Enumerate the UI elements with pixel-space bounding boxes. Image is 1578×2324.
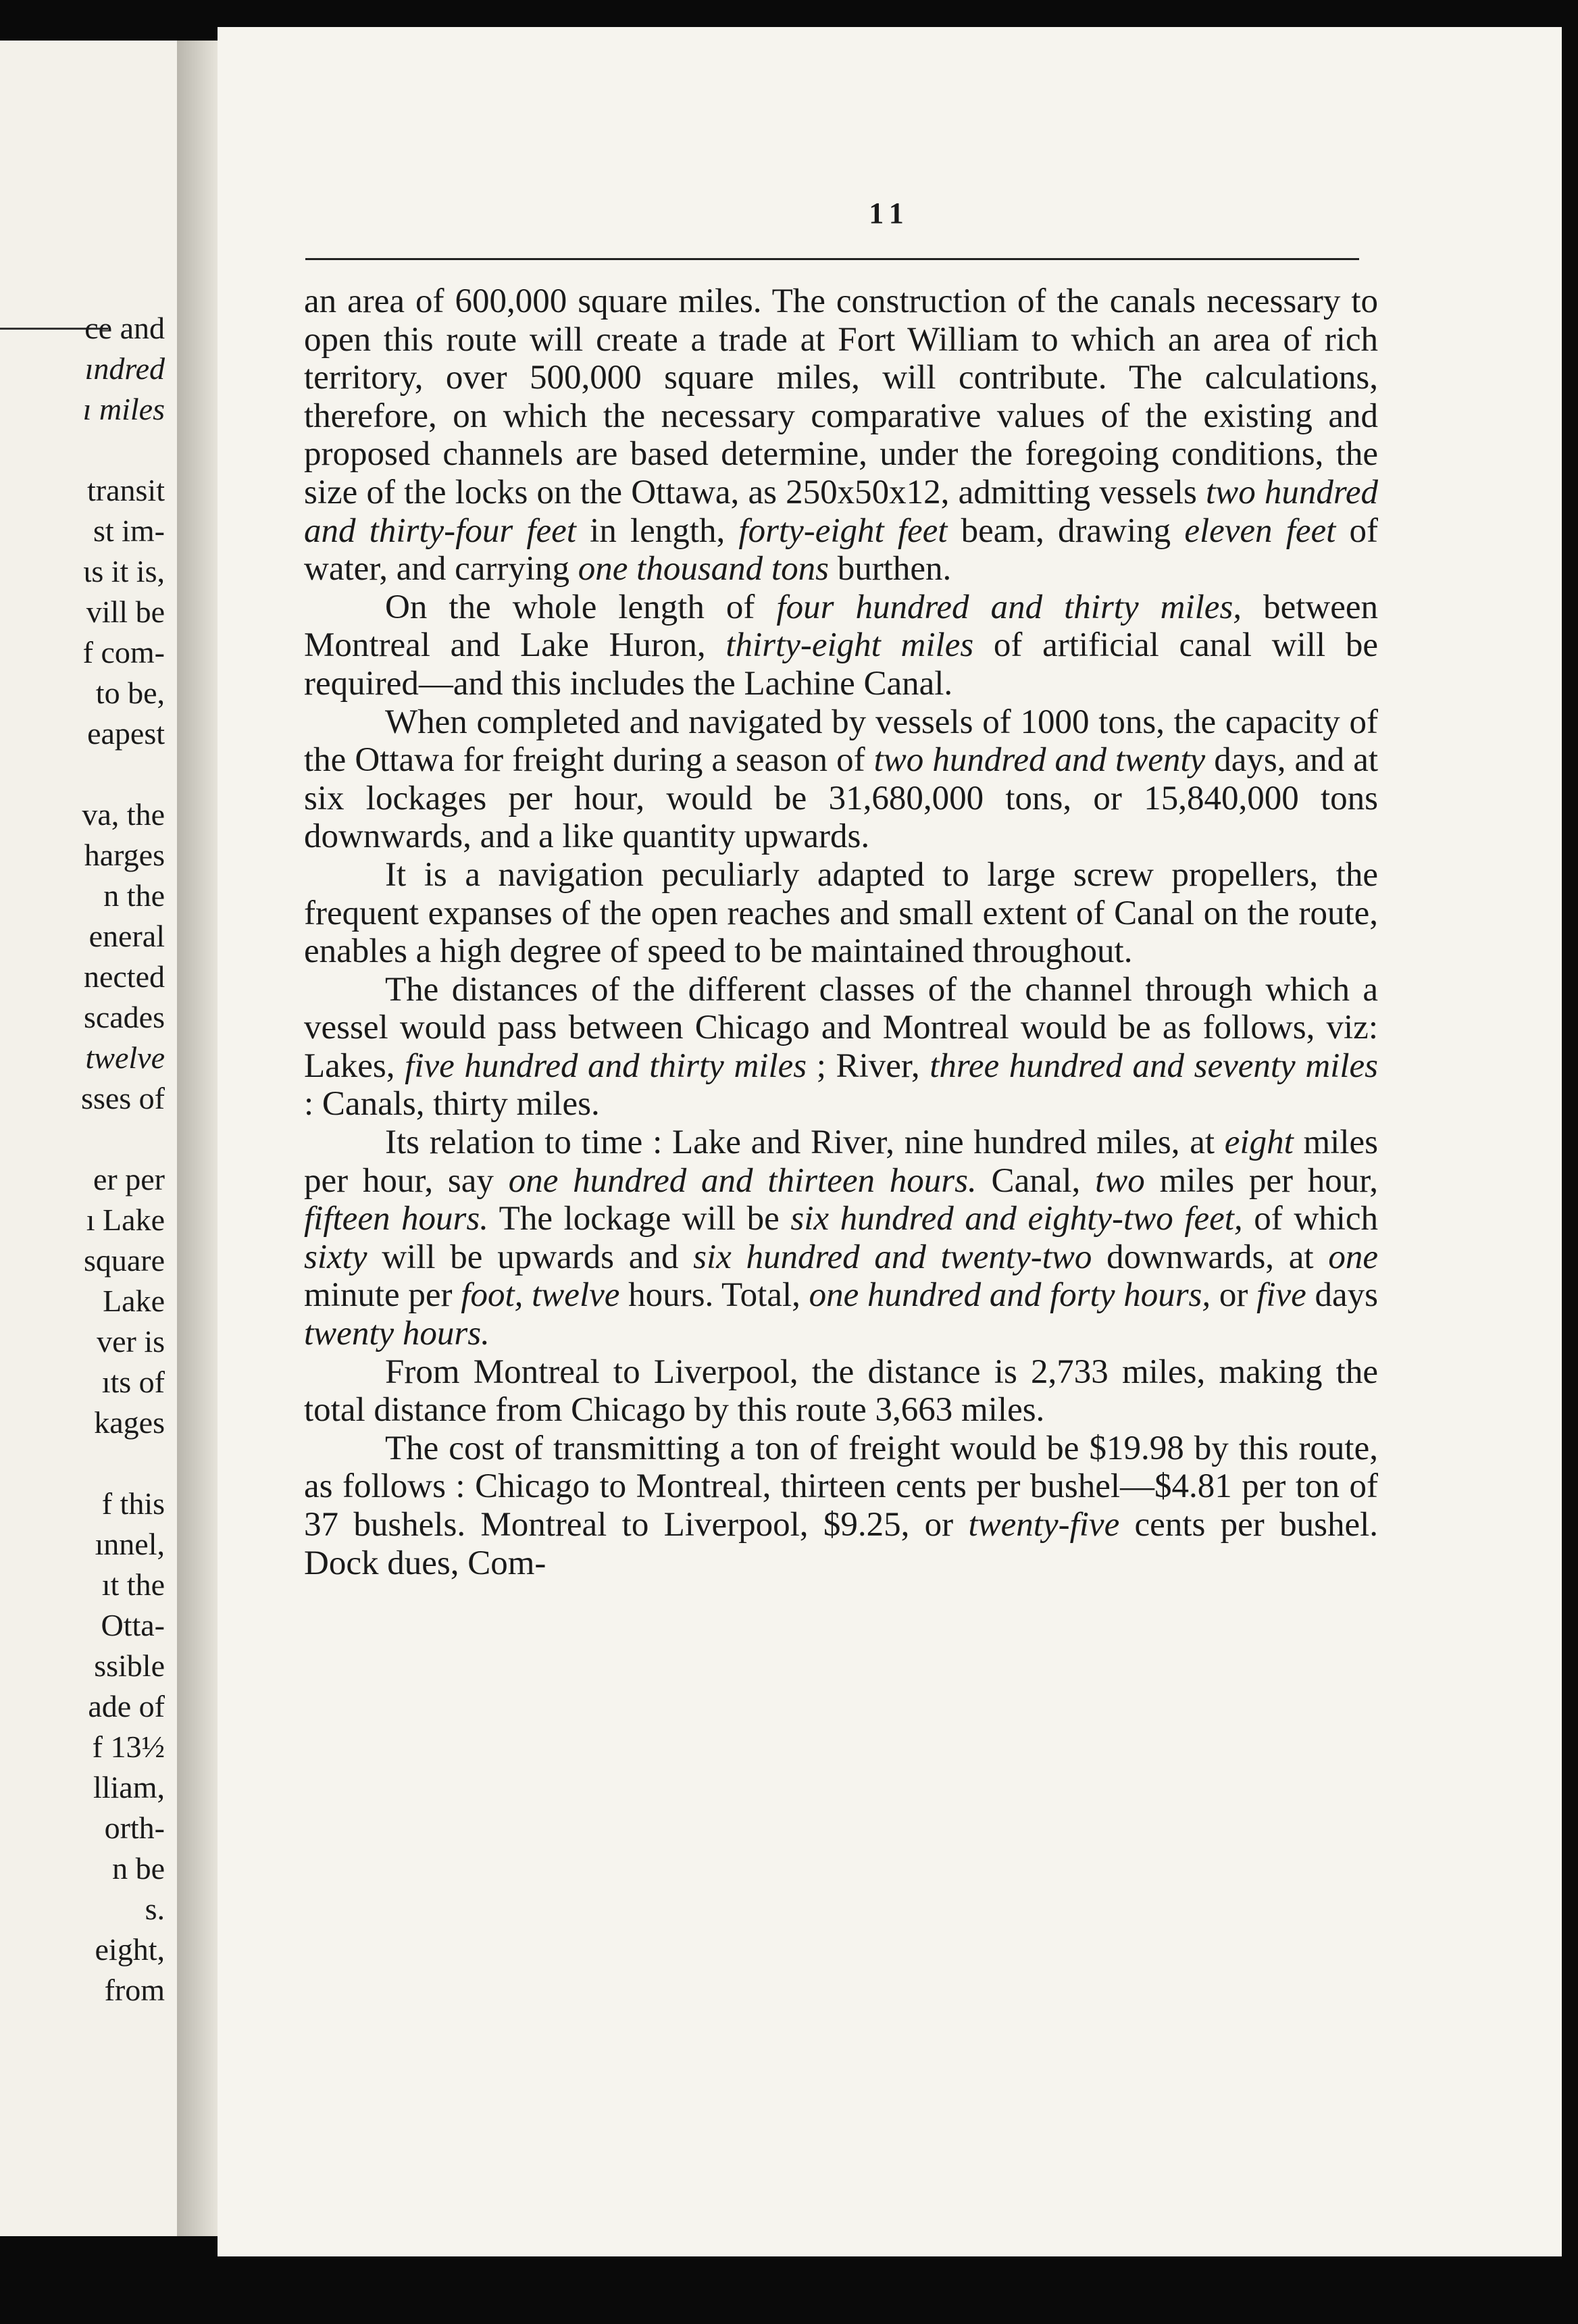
italic-run: one — [1328, 1238, 1378, 1276]
text-run: miles per hour, say — [304, 1123, 1379, 1200]
paragraph — [304, 588, 1378, 703]
facing-page-line: Lake — [103, 1284, 165, 1318]
text-run: downwards, at — [1092, 1238, 1329, 1276]
text-run: The distances of the different classes of the channel through which a vessel would pass between Chicago and Montreal would be as follows, viz: Lakes, — [304, 970, 1378, 1085]
italic-run: fifteen hours. — [304, 1200, 488, 1238]
text-run: hours. Total, — [619, 1276, 809, 1315]
italic-run: sixty — [304, 1238, 367, 1276]
facing-page-line: ɩs it is, — [82, 554, 165, 588]
text-run: or — [1211, 1276, 1257, 1315]
text-run: Its relation to time : Lake and River, nine hundred miles, at — [385, 1123, 1225, 1162]
italic-run: six hundred and eighty-two feet, — [790, 1200, 1243, 1238]
facing-page-line: scades — [83, 1000, 165, 1034]
facing-page-line: kages — [94, 1405, 165, 1440]
text-run: Canal, — [976, 1161, 1096, 1200]
text-run: From Montreal to Liverpool, the distance is 2,733 miles, making the total distance from Chicago by this route 3,663 miles. — [304, 1353, 1378, 1430]
text-run: cents per bushel. Dock dues, Com- — [304, 1506, 1379, 1582]
text-run: The lockage will be — [488, 1200, 791, 1238]
facing-page-line: lliam, — [93, 1770, 165, 1804]
text-run: of which — [1242, 1200, 1378, 1238]
facing-page-line: sses of — [81, 1081, 165, 1115]
facing-page-line: orth- — [104, 1811, 165, 1845]
italic-run: twenty-five — [968, 1506, 1120, 1544]
facing-page-line: n be — [112, 1851, 165, 1886]
facing-page-line: to be, — [95, 676, 165, 710]
paragraph — [304, 1123, 1378, 1353]
text-run: in length, — [576, 511, 739, 550]
facing-page-line: harges — [84, 838, 165, 872]
italic-run: one thousand tons — [578, 550, 829, 588]
text-run: days, and at six lockages per hour, would be 31,680,000 tons, or 15,840,000 tons downwards, and a like quantity upwards. — [304, 741, 1379, 856]
paragraph — [304, 856, 1378, 971]
facing-page-line: f com- — [82, 635, 165, 670]
page-body — [304, 282, 1378, 1582]
italic-run: two — [1095, 1161, 1145, 1200]
facing-page-line: ıts of — [101, 1365, 165, 1399]
italic-run: five hundred and thirty miles — [405, 1046, 807, 1085]
facing-page-line: eapest — [87, 716, 165, 751]
facing-page-line: f this — [101, 1486, 165, 1521]
italic-run: twenty hours. — [304, 1315, 490, 1353]
paragraph — [304, 282, 1378, 588]
facing-page-line: st im- — [93, 513, 165, 548]
text-run: ; River, — [807, 1046, 930, 1085]
facing-page-line: er per — [93, 1162, 165, 1196]
facing-page-line: ı Lake — [86, 1203, 165, 1237]
facing-page-line: transit — [87, 473, 165, 507]
paragraph — [304, 1353, 1378, 1430]
facing-page-fragment — [0, 41, 181, 2236]
facing-page-line: from — [104, 1973, 165, 2007]
facing-page-line: ade of — [88, 1689, 165, 1723]
italic-run: one hundred and thirteen hours. — [508, 1161, 977, 1200]
italic-run: thirty-eight miles — [726, 626, 974, 665]
facing-page-line: Otta- — [101, 1608, 165, 1642]
italic-run: two hundred and twenty — [873, 741, 1206, 780]
paragraph — [304, 1430, 1378, 1582]
text-run: beam, drawing — [947, 511, 1185, 550]
facing-page-line: va, the — [82, 797, 165, 832]
facing-page-line: ıt the — [101, 1567, 165, 1602]
text-run: of artificial canal will be required—and this includes the Lachine Canal. — [304, 626, 1378, 703]
facing-page-line: ce and — [84, 311, 165, 345]
italic-run: eight — [1224, 1123, 1294, 1162]
text-run: : Canals, thirty miles. — [304, 1085, 600, 1123]
text-run: It is a navigation peculiarly adapted to large screw propellers, the frequent expanses of the open reaches and small extent of Canal on the route, enables a high degree of speed to be maintained throughout. — [304, 855, 1378, 971]
text-run: minute per — [304, 1276, 461, 1315]
text-run: When completed and navigated by vessels of 1000 tons, the capacity of the Ottawa for freight during a season of — [304, 703, 1378, 780]
book-gutter — [177, 41, 218, 2236]
facing-page-line: f 13½ — [92, 1729, 165, 1764]
text-run: On the whole length of — [385, 588, 777, 626]
text-run: of water, and carrying — [304, 511, 1379, 588]
paragraph — [304, 703, 1378, 856]
facing-page-line: ssible — [94, 1648, 165, 1683]
italic-run: two hundred and thirty-four feet — [304, 473, 1378, 550]
text-run: between Montreal and Lake Huron, — [304, 588, 1378, 665]
facing-page-line: eight, — [95, 1932, 165, 1967]
facing-page-line: vill be — [86, 595, 165, 629]
page-number: 11 — [869, 197, 911, 230]
italic-run: eleven feet — [1184, 511, 1336, 550]
italic-run: foot, twelve — [461, 1276, 620, 1315]
facing-page-line: ındred — [84, 351, 165, 386]
paragraph — [304, 971, 1378, 1123]
facing-page-line: s. — [145, 1892, 165, 1926]
italic-run: one hundred and forty hours, — [809, 1276, 1211, 1315]
text-run: an area of 600,000 square miles. The construction of the canals necessary to open this route will create a trade at Fort William to which an area of rich territory, over 500,000 square miles, will contribute. The calculations, therefore, on which the necessary comparative values of the existing and proposed channels are based determine, under the foregoing conditions, the size of the locks on the Ottawa, as 250x50x12, admitting vessels — [304, 282, 1378, 511]
italic-run: forty-eight feet — [738, 511, 948, 550]
italic-run: four hundred and thirty miles, — [776, 588, 1242, 626]
text-run: days — [1306, 1276, 1379, 1315]
book-page — [218, 27, 1562, 2256]
facing-page-line: ı miles — [82, 392, 165, 426]
text-run: burthen. — [828, 550, 952, 588]
facing-page-line: ınnel, — [95, 1527, 165, 1561]
text-run: The cost of transmitting a ton of freight would be $19.98 by this route, as follows : Chicago to Montreal, thirteen cents per bushel—$4.81 per ton of 37 bushels. Montreal to Liverpool, $9.25, or — [304, 1429, 1378, 1544]
italic-run: three hundred and seventy miles — [930, 1046, 1378, 1085]
facing-page-line: nected — [83, 959, 165, 994]
header-rule — [305, 258, 1359, 260]
facing-page-line: eneral — [88, 919, 165, 953]
text-run: will be upwards and — [367, 1238, 694, 1276]
facing-page-line: twelve — [85, 1040, 165, 1075]
facing-page-line: square — [83, 1243, 165, 1278]
facing-page-line: n the — [103, 878, 165, 913]
text-run: miles per hour, — [1144, 1161, 1378, 1200]
italic-run: six hundred and twenty-two — [693, 1238, 1092, 1276]
italic-run: five — [1256, 1276, 1306, 1315]
facing-page-line: ver is — [97, 1324, 165, 1359]
